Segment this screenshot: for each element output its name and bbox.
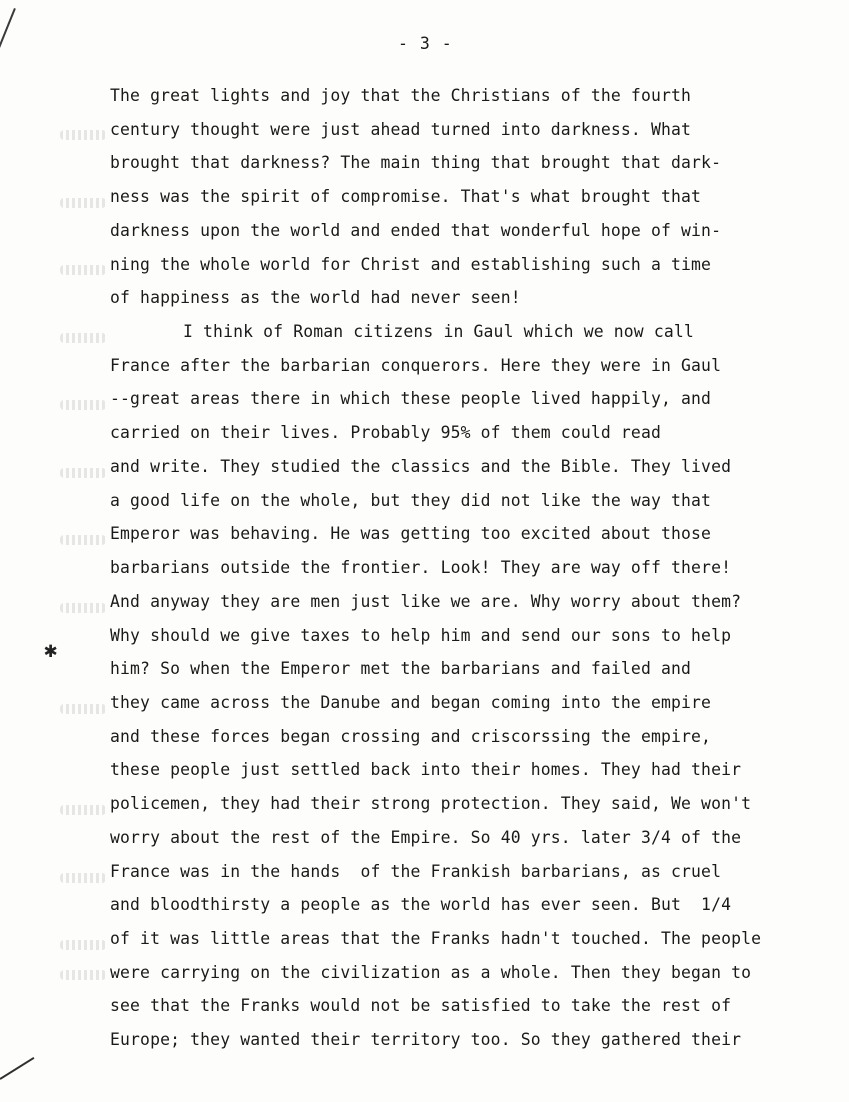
text-line: ning the whole world for Christ and establishing such a time [110,254,712,274]
margin-pen-stroke [0,8,16,81]
text-line: Why should we give taxes to help him and send our sons to help [110,625,732,645]
text-line: brought that darkness? The main thing that brought that dark- [110,153,722,173]
text-line: see that the Franks would not be satisfied to take the rest of [110,996,732,1016]
text-line: worry about the rest of the Empire. So 40 yrs. later 3/4 of the [110,827,742,847]
text-line: policemen, they had their strong protection. They said, We won't [110,794,752,814]
bleed-through-mark [60,873,106,883]
bleed-through-mark [60,400,106,410]
text-line: and bloodthirsty a people as the world has ever seen. But 1/4 [110,895,732,915]
bleed-through-mark [60,970,106,980]
bleed-through-mark [60,535,106,545]
paragraph-first-line: I think of Roman citizens in Gaul which we now call [183,322,694,342]
text-line: barbarians outside the frontier. Look! They are way off there! [110,558,732,578]
bleed-through-mark [60,265,106,275]
bleed-through-mark [60,468,106,478]
bleed-through-mark [60,704,106,714]
text-line: century thought were just ahead turned into darkness. What [110,119,692,139]
text-line: a good life on the whole, but they did not like the way that [110,490,712,510]
text-line: and write. They studied the classics and the Bible. They lived [110,456,732,476]
bleed-through-mark [60,198,106,208]
corner-pen-stroke [0,1057,34,1080]
text-line: Europe; they wanted their territory too. So they gathered their [110,1030,742,1050]
text-line: these people just settled back into their homes. They had their [110,760,742,780]
text-line: darkness upon the world and ended that wonderful hope of win- [110,220,722,240]
margin-asterisk-mark: ✱ [44,638,58,663]
page-number: - 3 - [398,34,453,53]
text-line: carried on their lives. Probably 95% of them could read [110,423,661,443]
text-line: France after the barbarian conquerors. Here they were in Gaul [110,355,722,375]
bleed-through-mark [60,130,106,140]
text-line: Emperor was behaving. He was getting too excited about those [110,524,712,544]
bleed-through-mark [60,940,106,950]
text-line: And anyway they are men just like we are. Why worry about them? [110,591,742,611]
text-line: The great lights and joy that the Christians of the fourth [110,86,692,105]
text-line: him? So when the Emperor met the barbarians and failed and [110,659,692,679]
text-line: and these forces began crossing and criscorssing the empire, [110,726,712,746]
bleed-through-mark [60,333,106,343]
text-line: of it was little areas that the Franks hadn't touched. The people [110,928,762,948]
text-line: --great areas there in which these people lived happily, and [110,389,712,409]
typed-body-text [110,85,810,1063]
text-line: they came across the Danube and began coming into the empire [110,692,712,712]
bleed-through-mark [60,805,106,815]
text-line: of happiness as the world had never seen! [110,288,521,308]
bleed-through-mark [60,603,106,613]
text-line: were carrying on the civilization as a whole. Then they began to [110,962,752,982]
text-line: ness was the spirit of compromise. That's what brought that [110,187,702,207]
text-line: France was in the hands of the Frankish barbarians, as cruel [110,861,722,881]
